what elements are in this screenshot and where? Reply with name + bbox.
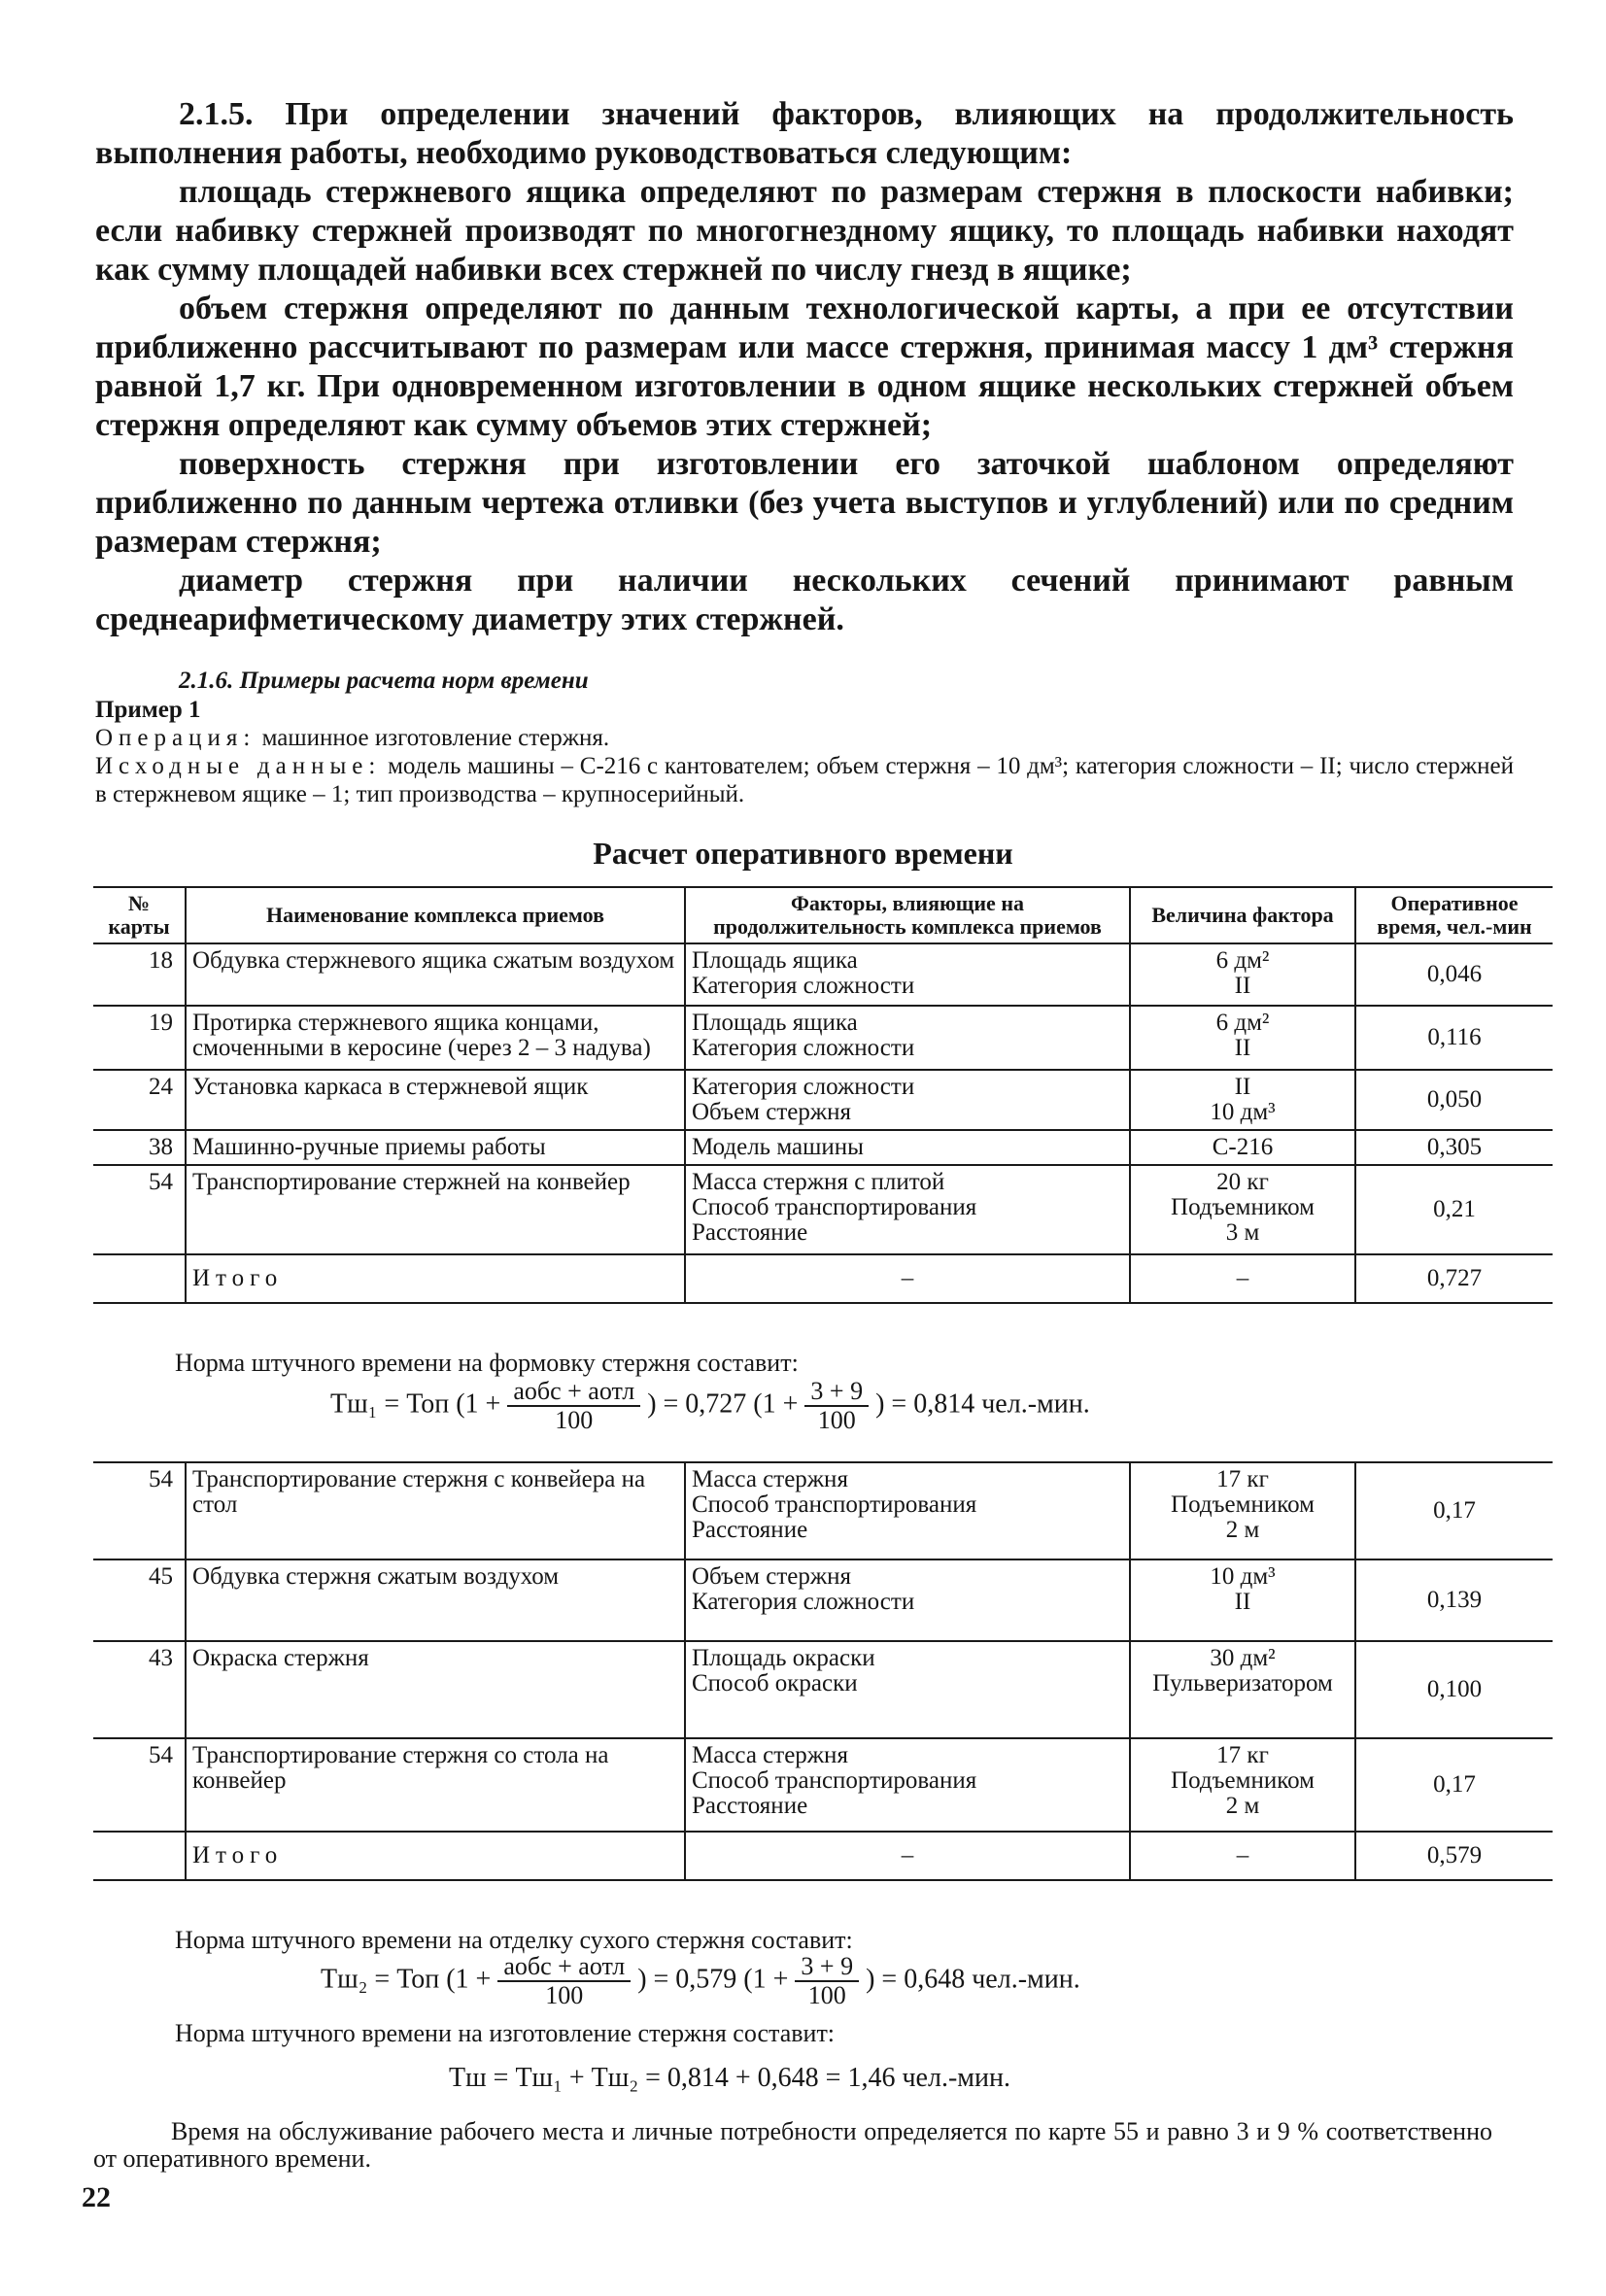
- table-row: [93, 1738, 1553, 1832]
- header-factor-value: Величина фактора: [1130, 887, 1355, 943]
- table2-card-no: 54: [149, 1742, 173, 1768]
- table-title: Расчет оперативного времени: [593, 836, 1013, 871]
- table2-op-time: 0,17: [1355, 1462, 1553, 1559]
- header-op-time: Оперативное время, чел.-мин: [1355, 887, 1553, 943]
- total-row: [93, 1254, 1553, 1303]
- table2-card-no: 43: [149, 1645, 173, 1671]
- table2-total-time: 0,579: [1355, 1832, 1553, 1880]
- norm2-formula: [321, 1953, 1080, 2009]
- table1-factors: Площадь ящика Категория сложности: [685, 1006, 1130, 1070]
- table1-factors: Площадь ящика Категория сложности: [685, 943, 1130, 1006]
- table1-factor-value: II 10 дм³: [1130, 1070, 1355, 1130]
- table2-factors: Объем стержня Категория сложности: [685, 1559, 1130, 1641]
- table-row: [93, 1070, 1553, 1130]
- operative-time-table-1: [93, 886, 1553, 1304]
- table-row: [93, 943, 1553, 1006]
- table-header-row: [93, 887, 1553, 943]
- table1-card-no: 38: [149, 1134, 173, 1160]
- table2-card-no: 45: [149, 1563, 173, 1590]
- table2-factor-value: 10 дм³ II: [1130, 1559, 1355, 1641]
- header-factors: Факторы, влияющие на продолжительность комплекса приемов: [685, 887, 1130, 943]
- table2-total-values: –: [1130, 1832, 1355, 1880]
- norm2-fraction-a: [497, 1953, 631, 2009]
- table-row: [93, 1165, 1553, 1254]
- table-row: [93, 1130, 1553, 1165]
- norm2-num2: 3 + 9: [795, 1953, 859, 1982]
- table1-op-time: 0,116: [1355, 1006, 1553, 1070]
- table2-card-no: 54: [149, 1466, 173, 1492]
- table1-factors: Масса стержня с плитой Способ транспортирования Расстояние: [685, 1165, 1130, 1254]
- table2-factor-value: 17 кг Подъемником 2 м: [1130, 1462, 1355, 1559]
- page-number: 22: [82, 2181, 111, 2213]
- norm1-lhs: Тш₁ = Топ (1 +: [330, 1388, 501, 1420]
- initial-data-line: Исходные данные: модель машины – С-216 с кантователем; объем стержня – 10 дм³; категория сложности – II; число стержней в стержневом ящике – 1; тип производства – крупносерийный.: [95, 753, 1514, 807]
- table2-complex-name: Окраска стержня: [186, 1641, 685, 1738]
- table1-total-time: 0,727: [1355, 1254, 1553, 1303]
- table1-factor-value: С-216: [1130, 1130, 1355, 1165]
- table1-total-label: Итого: [186, 1254, 685, 1303]
- table2-total-label: Итого: [186, 1832, 685, 1880]
- table1-card-no: 24: [149, 1074, 173, 1100]
- norm2-den1: 100: [545, 1981, 584, 2009]
- table1-op-time: 0,046: [1355, 943, 1553, 1006]
- norm2-num1: aобс + aотл: [497, 1953, 631, 1982]
- table-row: [93, 1559, 1553, 1641]
- table-row: [93, 1462, 1553, 1559]
- table1-total-factors: –: [685, 1254, 1130, 1303]
- norm1-den1: 100: [555, 1406, 594, 1434]
- table2-total-card: [93, 1832, 186, 1880]
- paragraph-core-diameter: диаметр стержня при наличии нескольких сечений принимают равным среднеарифметическому диаметру этих стержней.: [95, 563, 1514, 637]
- table2-factor-value: 17 кг Подъемником 2 м: [1130, 1738, 1355, 1832]
- table1-card-no: 19: [149, 1010, 173, 1036]
- paragraph-core-volume: объем стержня определяют по данным технологической карты, а при ее отсутствии приближенно рассчитывают по размерам или массе стержня, принимая массу 1 дм³ стержня равной 1,7 кг. При одновременном изготовлении в одном ящике нескольких стержней объем стержня определяют как сумму объемов этих стержней;: [95, 291, 1514, 443]
- footer-note: Время на обслуживание рабочего места и личные потребности определяется по карте 55 и равно 3 и 9 % соответственно от оперативного времени.: [93, 2117, 1492, 2173]
- table2-factors: Масса стержня Способ транспортирования Расстояние: [685, 1462, 1130, 1559]
- header-card-no: № карты: [108, 891, 170, 939]
- table1-card-no: 18: [149, 947, 173, 974]
- norm1-text: Норма штучного времени на формовку стержня составит:: [175, 1349, 799, 1377]
- table2-complex-name: Транспортирование стержня с конвейера на стол: [186, 1462, 685, 1559]
- norm1-den2: 100: [817, 1406, 856, 1434]
- table1-complex-name: Установка каркаса в стержневой ящик: [186, 1070, 685, 1130]
- table1-complex-name: Машинно-ручные приемы работы: [186, 1130, 685, 1165]
- table1-op-time: 0,305: [1355, 1130, 1553, 1165]
- table-row: [93, 1006, 1553, 1070]
- table1-complex-name: Транспортирование стержней на конвейер: [186, 1165, 685, 1254]
- norm1-fraction-b: [804, 1378, 869, 1434]
- norm1-formula: [330, 1378, 1090, 1434]
- norm2-text: Норма штучного времени на отделку сухого стержня составит:: [175, 1926, 853, 1954]
- norm2-mid: ) = 0,579 (1 +: [637, 1964, 789, 1995]
- example-heading: 2.1.6. Примеры расчета норм времени: [179, 668, 589, 694]
- norm1-num1: aобс + aотл: [507, 1378, 640, 1407]
- norm2-lhs: Тш₂ = Топ (1 +: [321, 1964, 492, 1995]
- table2-op-time: 0,139: [1355, 1559, 1553, 1641]
- example-subheading: Пример 1: [95, 697, 201, 723]
- table1-total-values: –: [1130, 1254, 1355, 1303]
- norm1-fraction-a: [507, 1378, 640, 1434]
- table1-factors: Модель машины: [685, 1130, 1130, 1165]
- norm3-text: Норма штучного времени на изготовление стержня составит:: [175, 2019, 836, 2047]
- table1-complex-name: Обдувка стержневого ящика сжатым воздухом: [186, 943, 685, 1006]
- table1-op-time: 0,050: [1355, 1070, 1553, 1130]
- paragraph-core-surface: поверхность стержня при изготовлении его заточкой шаблоном определяют приближенно по данным чертежа отливки (без учета выступов и углублений) или по средним размерам стержня;: [95, 446, 1514, 560]
- table1-body: [93, 943, 1553, 1303]
- table2-op-time: 0,17: [1355, 1738, 1553, 1832]
- paragraph-core-box-area: площадь стержневого ящика определяют по размерам стержня в плоскости набивки; если набивку стержней производят по многогнездному ящику, то площадь набивки находят как сумму площадей набивки всех стержней по числу гнезд в ящике;: [95, 174, 1514, 288]
- table2-complex-name: Обдувка стержня сжатым воздухом: [186, 1559, 685, 1641]
- table1-factors: Категория сложности Объем стержня: [685, 1070, 1130, 1130]
- table1-op-time: 0,21: [1355, 1165, 1553, 1254]
- table1-factor-value: 20 кг Подъемником 3 м: [1130, 1165, 1355, 1254]
- paragraph-2-1-5: 2.1.5. При определении значений факторов, влияющих на продолжительность выполнения работы, необходимо руководствоваться следующим:: [95, 96, 1514, 171]
- table2-factors: Площадь окраски Способ окраски: [685, 1641, 1130, 1738]
- table2-complex-name: Транспортирование стержня со стола на конвейер: [186, 1738, 685, 1832]
- operative-time-table-2: [93, 1461, 1553, 1881]
- norm1-result: ) = 0,814 чел.-мин.: [875, 1388, 1090, 1420]
- norm1-mid: ) = 0,727 (1 +: [647, 1388, 799, 1420]
- norm2-fraction-b: [795, 1953, 859, 2009]
- table1-total-card: [93, 1254, 186, 1303]
- total-row: [93, 1832, 1553, 1880]
- table-row: [93, 1641, 1553, 1738]
- table2-total-factors: –: [685, 1832, 1130, 1880]
- norm1-num2: 3 + 9: [804, 1378, 869, 1407]
- norm2-den2: 100: [807, 1981, 846, 2009]
- table2-factors: Масса стержня Способ транспортирования Расстояние: [685, 1738, 1130, 1832]
- table1-card-no: 54: [149, 1169, 173, 1195]
- table2-op-time: 0,100: [1355, 1641, 1553, 1738]
- table1-factor-value: 6 дм² II: [1130, 1006, 1355, 1070]
- header-complex-name: Наименование комплекса приемов: [186, 887, 685, 943]
- norm3-formula: Тш = Тш₁ + Тш₂ = 0,814 + 0,648 = 1,46 чел.-мин.: [449, 2063, 1010, 2093]
- table1-complex-name: Протирка стержневого ящика концами, смоченными в керосине (через 2 – 3 надува): [186, 1006, 685, 1070]
- table1-factor-value: 6 дм² II: [1130, 943, 1355, 1006]
- norm2-result: ) = 0,648 чел.-мин.: [866, 1964, 1080, 1995]
- table2-factor-value: 30 дм² Пульверизатором: [1130, 1641, 1355, 1738]
- table2-body: [93, 1462, 1553, 1880]
- operation-line: Операция: машинное изготовление стержня.: [95, 725, 610, 751]
